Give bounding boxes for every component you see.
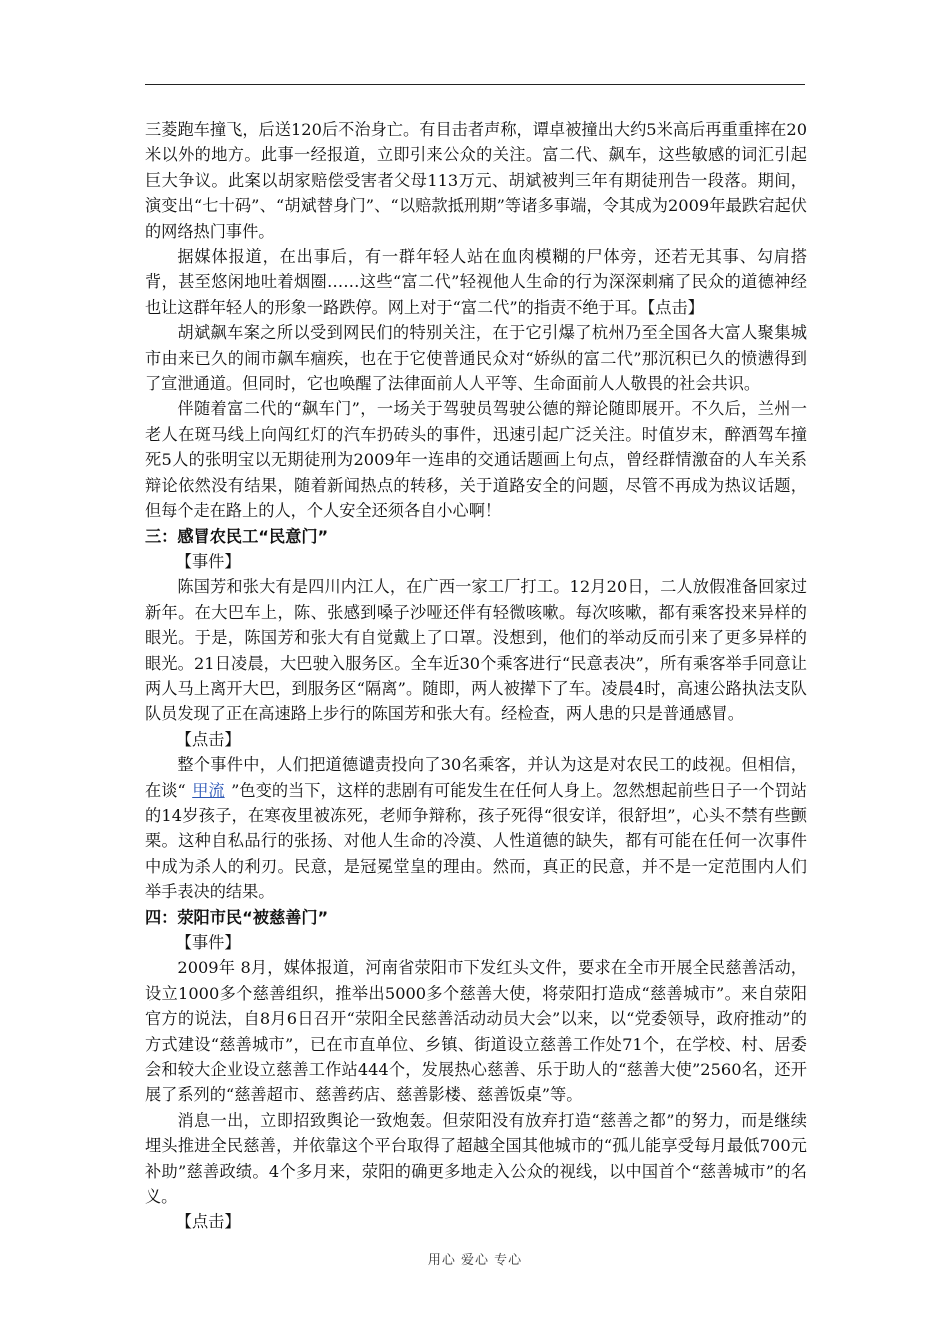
comment-label: 【点击】 [175, 729, 241, 749]
section-heading: 四：荥阳市民“被慈善门” [145, 907, 329, 927]
paragraph: 伴随着富二代的“飙车门”，一场关于驾驶员驾驶公德的辩论随即展开。不久后，兰州一老人在斑马线上向闯红灯的汽车扔砖头的事件，迅速引起广泛关注。时值岁末，醉酒驾车撞死5人的张明宝以无期徒刑为2009年一连串的交通话题画上句点，曾经群情激奋的人车关系辩论依然没有结果，随着新闻热点的转移，关于道路安全的问题，尽管不再成为热议话题，但每个走在路上的人，个人安全还须各自小心啊！ [145, 399, 807, 521]
paragraph [145, 752, 807, 904]
paragraph-text: ”色变的当下，这样的悲剧有可能发生在任何人身上。忽然想起前些日子一个罚站的14岁孩子，在寒夜里被冻死，老师争辩称，孩子死得“很安详，很舒坦”，心头不禁有些颤栗。这种自私品行的张扬、对他人生命的冷漠、人性道德的缺失，都有可能在任何一次事件中成为杀人的利刃。民意，是冠冕堂皇的理由。然而，真正的民意，并不是一定范围内人们举手表决的结果。 [145, 780, 807, 902]
paragraph: 陈国芳和张大有是四川内江人，在广西一家工厂打工。12月20日，二人放假准备回家过新年。在大巴车上，陈、张感到嗓子沙哑还伴有轻微咳嗽。每次咳嗽，都有乘客投来异样的眼光。于是，陈国芳和张大有自觉戴上了口罩。没想到，他们的举动反而引来了更多异样的眼光。21日凌晨，大巴驶入服务区。全车近30个乘客进行“民意表决”，所有乘客举手同意让两人马上离开大巴，到服务区“隔离”。随即，两人被撵下了车。凌晨4时，高速公路执法支队队员发现了正在高速路上步行的陈国芳和张大有。经检查，两人患的只是普通感冒。 [145, 577, 807, 724]
header-rule [145, 84, 805, 85]
section-heading: 三：感冒农民工“民意门” [145, 526, 329, 546]
paragraph-text: 整个事件中，人们把道德谴责投向了30名乘客，并认为这是对农民工的歧视。但相信，在谈“ [145, 755, 807, 800]
event-label: 【事件】 [175, 933, 241, 952]
paragraph: 消息一出，立即招致舆论一致炮轰。但荥阳没有放弃打造“慈善之都”的努力，而是继续埋头推进全民慈善，并依靠这个平台取得了超越全国其他城市的“孤儿能享受每月最低700元补助”慈善政绩。4个多月来，荥阳的确更多地走入公众的视线，以中国首个“慈善城市”的名义。 [145, 1110, 807, 1207]
document-body [145, 117, 807, 1235]
event-label: 【事件】 [175, 551, 241, 571]
paragraph: 三菱跑车撞飞，后送120后不治身亡。有目击者声称，谭卓被撞出大约5米高后再重重摔在20米以外的地方。此事一经报道，立即引来公众的关注。富二代、飙车，这些敏感的词汇引起巨大争议。此案以胡家赔偿受害者父母113万元、胡斌被判三年有期徒刑告一段落。期间，演变出“七十码”、“胡斌替身门”、“以赔款抵刑期”等诸多事端，令其成为2009年最跌宕起伏的网络热门事件。 [145, 120, 807, 241]
paragraph: 胡斌飙车案之所以受到网民们的特别关注，在于它引爆了杭州乃至全国各大富人聚集城市由来已久的闹市飙车痼疾，也在于它使普通民众对“娇纵的富二代”那沉积已久的愤懑得到了宣泄通道。但同时，它也唤醒了法律面前人人平等、生命面前人人敬畏的社会共识。 [145, 323, 807, 394]
paragraph: 据媒体报道，在出事后，有一群年轻人站在血肉模糊的尸体旁，还若无其事、勾肩搭背，甚至悠闲地吐着烟圈……这些“富二代”轻视他人生命的行为深深刺痛了民众的道德神经也让这群年轻人的形象一路跌停。网上对于“富二代”的指责不绝于耳。【点击】 [145, 247, 807, 317]
comment-label: 【点击】 [175, 1212, 241, 1232]
paragraph: 2009年 8月，媒体报道，河南省荥阳市下发红头文件，要求在全市开展全民慈善活动，设立1000多个慈善组织，推举出5000多个慈善大使，将荥阳打造成“慈善城市”。来自荥阳官方的说法，自8月6日召开“荥阳全民慈善活动动员大会”以来，以“党委领导，政府推动”的方式建设“慈善城市”，已在市直单位、乡镇、街道设立慈善工作处71个，在学校、村、居委会和较大企业设立慈善工作站444个，发展热心慈善、乐于助人的“慈善大使”2560名，还开展了系列的“慈善超市、慈善药店、慈善影楼、慈善饭桌”等。 [145, 958, 807, 1105]
jialiu-link[interactable]: 甲流 [192, 780, 225, 800]
page-footer: 用心 爱心 专心 [427, 1253, 523, 1268]
